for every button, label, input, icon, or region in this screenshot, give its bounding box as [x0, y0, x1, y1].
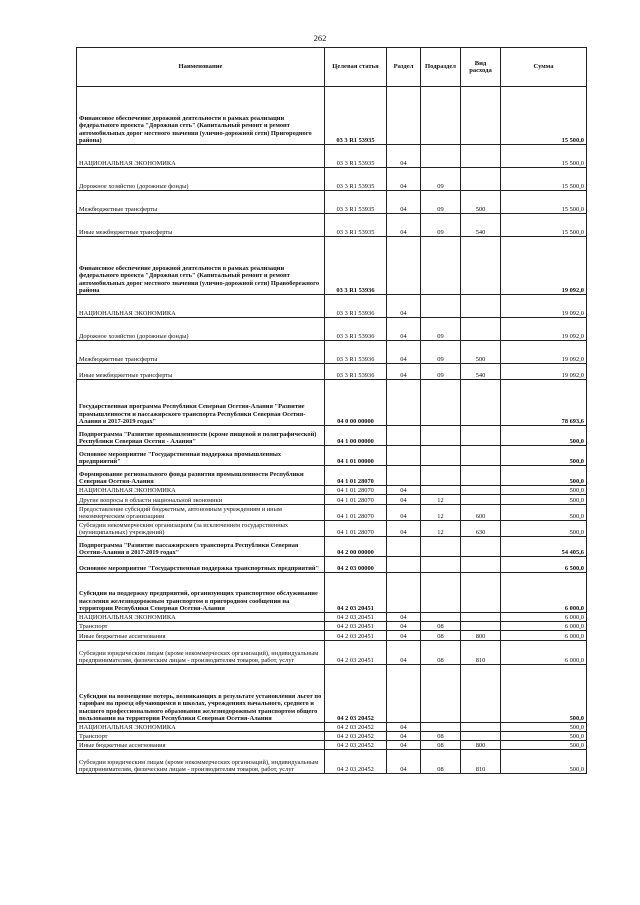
- row-target-article-cell: 04 2 03 20452: [325, 723, 387, 732]
- row-sum-cell: 15 500,0: [501, 87, 587, 145]
- row-target-article-cell: 04 1 00 00000: [325, 426, 387, 446]
- row-section-cell: 04: [387, 641, 421, 665]
- row-section-cell: [387, 237, 421, 295]
- row-expense-type-cell: [461, 426, 501, 446]
- row-target-article-cell: 03 3 R1 53935: [325, 191, 387, 214]
- row-expense-type-cell: [461, 665, 501, 723]
- row-target-article-cell: 04 1 01 28070: [325, 466, 387, 486]
- table-row: [77, 426, 587, 446]
- row-sum-cell: 19 092,0: [501, 295, 587, 318]
- table-row: [77, 495, 587, 505]
- row-expense-type-cell: [461, 486, 501, 495]
- table-row: [77, 631, 587, 641]
- table-row: [77, 191, 587, 214]
- row-sum-cell: 500,0: [501, 723, 587, 732]
- row-target-article-cell: 04 1 01 28070: [325, 521, 387, 537]
- table-row: [77, 446, 587, 466]
- row-expense-type-cell: 800: [461, 741, 501, 750]
- budget-table: [76, 47, 587, 774]
- row-expense-type-cell: 800: [461, 631, 501, 641]
- row-name-cell: Финансовое обеспечение дорожной деятельности в рамках реализации федерального проекта "Дорожная сеть" (Капитальный ремонт и ремонт автомобильных дорог местного значения (улично-дорожной сети) Правобережного района: [77, 237, 325, 295]
- row-name-cell: Транспорт: [77, 732, 325, 741]
- row-expense-type-cell: 540: [461, 364, 501, 380]
- row-sum-cell: 500,0: [501, 446, 587, 466]
- header-subsection: Подраздел: [421, 48, 461, 87]
- row-expense-type-cell: [461, 318, 501, 341]
- row-target-article-cell: 03 3 R1 53936: [325, 295, 387, 318]
- row-subsection-cell: 08: [421, 732, 461, 741]
- header-section: Раздел: [387, 48, 421, 87]
- row-target-article-cell: 04 1 01 28070: [325, 505, 387, 521]
- row-target-article-cell: 04 1 01 00000: [325, 446, 387, 466]
- row-sum-cell: 19 092,0: [501, 237, 587, 295]
- row-subsection-cell: 09: [421, 168, 461, 191]
- table-row: [77, 573, 587, 613]
- row-subsection-cell: [421, 145, 461, 168]
- row-expense-type-cell: [461, 732, 501, 741]
- row-section-cell: 04: [387, 191, 421, 214]
- row-expense-type-cell: [461, 557, 501, 573]
- row-target-article-cell: 04 1 01 28070: [325, 495, 387, 505]
- table-body: [77, 87, 587, 774]
- row-section-cell: [387, 426, 421, 446]
- row-expense-type-cell: [461, 295, 501, 318]
- row-name-cell: Межбюджетные трансферты: [77, 341, 325, 364]
- row-target-article-cell: 04 0 00 00000: [325, 380, 387, 426]
- row-sum-cell: 500,0: [501, 741, 587, 750]
- row-section-cell: 04: [387, 318, 421, 341]
- row-subsection-cell: [421, 446, 461, 466]
- row-section-cell: 04: [387, 168, 421, 191]
- row-name-cell: Подпрограмма "Развитие промышленности (кроме пищевой и полиграфической) Республики Северная Осетия - Алания": [77, 426, 325, 446]
- row-section-cell: [387, 573, 421, 613]
- table-row: [77, 341, 587, 364]
- header-target-article: Целевая статья: [325, 48, 387, 87]
- row-name-cell: Государственная программа Республики Северная Осетия-Алания "Развитие промышленности и пассажирского транспорта Республики Северная Осетия-Алания в 2017-2019 годах": [77, 380, 325, 426]
- row-subsection-cell: 08: [421, 741, 461, 750]
- row-section-cell: 04: [387, 214, 421, 237]
- row-subsection-cell: [421, 87, 461, 145]
- row-subsection-cell: [421, 573, 461, 613]
- row-sum-cell: 500,0: [501, 466, 587, 486]
- row-name-cell: Субсидии некоммерческим организациям (за исключением государственных (муниципальных) учреждений): [77, 521, 325, 537]
- row-name-cell: Субсидии на поддержку предприятий, организующих транспортное обслуживание населения железнодорожным транспортом в пригородном сообщении на территории Республики Северная Осетия-Алания: [77, 573, 325, 613]
- row-subsection-cell: [421, 426, 461, 446]
- row-target-article-cell: 04 2 03 20452: [325, 665, 387, 723]
- row-target-article-cell: 04 2 03 20451: [325, 631, 387, 641]
- table-row: [77, 364, 587, 380]
- row-name-cell: Формирование регионального фонда развития промышленности Республики Северная Осетия-Алания: [77, 466, 325, 486]
- table-row: [77, 87, 587, 145]
- table-row: [77, 741, 587, 750]
- row-target-article-cell: 04 2 03 00000: [325, 557, 387, 573]
- row-section-cell: [387, 665, 421, 723]
- row-section-cell: 04: [387, 723, 421, 732]
- row-expense-type-cell: 810: [461, 750, 501, 774]
- row-subsection-cell: 12: [421, 505, 461, 521]
- row-subsection-cell: 12: [421, 521, 461, 537]
- row-target-article-cell: 04 2 03 20452: [325, 750, 387, 774]
- row-subsection-cell: 08: [421, 622, 461, 631]
- row-name-cell: НАЦИОНАЛЬНАЯ ЭКОНОМИКА: [77, 723, 325, 732]
- row-sum-cell: 500,0: [501, 665, 587, 723]
- row-section-cell: 04: [387, 364, 421, 380]
- row-name-cell: Субсидии на возмещение потерь, возникающих в результате установления льгот по тарифам на проезд обучающимся в школах, учреждениях начального, среднего и высшего профессионального образования железнодорожным транспортом общего пользования на территории Республики Северная Осетия-Алания: [77, 665, 325, 723]
- row-subsection-cell: [421, 466, 461, 486]
- row-target-article-cell: 03 3 R1 53935: [325, 214, 387, 237]
- row-section-cell: 04: [387, 521, 421, 537]
- row-section-cell: [387, 87, 421, 145]
- row-name-cell: Подпрограмма "Развитие пассажирского транспорта Республики Северная Осетия-Алания в 2017-2019 годах": [77, 537, 325, 557]
- row-name-cell: Иные бюджетные ассигнования: [77, 631, 325, 641]
- table-row: [77, 613, 587, 622]
- row-sum-cell: 6 000,0: [501, 622, 587, 631]
- row-expense-type-cell: [461, 495, 501, 505]
- row-subsection-cell: 08: [421, 641, 461, 665]
- row-expense-type-cell: [461, 573, 501, 613]
- row-subsection-cell: 09: [421, 318, 461, 341]
- table-row: [77, 641, 587, 665]
- row-target-article-cell: 03 3 R1 53935: [325, 87, 387, 145]
- table-row: [77, 750, 587, 774]
- header-name: Наименование: [77, 48, 325, 87]
- row-target-article-cell: 04 2 03 20451: [325, 573, 387, 613]
- row-name-cell: НАЦИОНАЛЬНАЯ ЭКОНОМИКА: [77, 486, 325, 495]
- row-target-article-cell: 03 3 R1 53936: [325, 318, 387, 341]
- row-name-cell: Межбюджетные трансферты: [77, 191, 325, 214]
- row-target-article-cell: 04 2 00 00000: [325, 537, 387, 557]
- row-subsection-cell: [421, 486, 461, 495]
- row-name-cell: Другие вопросы в области национальной экономики: [77, 495, 325, 505]
- row-sum-cell: 15 500,0: [501, 168, 587, 191]
- row-section-cell: 04: [387, 505, 421, 521]
- row-name-cell: Иные межбюджетные трансферты: [77, 364, 325, 380]
- row-expense-type-cell: 600: [461, 505, 501, 521]
- row-section-cell: [387, 380, 421, 426]
- row-expense-type-cell: [461, 87, 501, 145]
- row-expense-type-cell: [461, 380, 501, 426]
- row-name-cell: Основное мероприятие "Государственная поддержка промышленных предприятий": [77, 446, 325, 466]
- row-sum-cell: 15 500,0: [501, 145, 587, 168]
- row-subsection-cell: [421, 380, 461, 426]
- row-expense-type-cell: [461, 237, 501, 295]
- row-section-cell: 04: [387, 341, 421, 364]
- table-row: [77, 521, 587, 537]
- row-sum-cell: 500,0: [501, 486, 587, 495]
- row-section-cell: 04: [387, 486, 421, 495]
- row-name-cell: НАЦИОНАЛЬНАЯ ЭКОНОМИКА: [77, 613, 325, 622]
- row-name-cell: Субсидии юридическим лицам (кроме некоммерческих организаций), индивидуальным предпринимателям, физическим лицам - производителям товаров, работ, услуг: [77, 641, 325, 665]
- row-expense-type-cell: [461, 622, 501, 631]
- row-target-article-cell: 04 2 03 20452: [325, 741, 387, 750]
- row-target-article-cell: 04 2 03 20451: [325, 613, 387, 622]
- row-expense-type-cell: 500: [461, 191, 501, 214]
- row-sum-cell: 500,0: [501, 750, 587, 774]
- row-sum-cell: 6 000,0: [501, 613, 587, 622]
- table-header-row: [77, 48, 587, 87]
- row-subsection-cell: [421, 237, 461, 295]
- row-expense-type-cell: 630: [461, 521, 501, 537]
- row-expense-type-cell: 500: [461, 341, 501, 364]
- row-target-article-cell: 04 1 01 28070: [325, 486, 387, 495]
- row-expense-type-cell: [461, 613, 501, 622]
- table-row: [77, 505, 587, 521]
- row-expense-type-cell: 810: [461, 641, 501, 665]
- table-row: [77, 732, 587, 741]
- table-row: [77, 214, 587, 237]
- table-row: [77, 622, 587, 631]
- header-sum: Сумма: [501, 48, 587, 87]
- header-expense-type: Вид расхода: [461, 48, 501, 87]
- row-section-cell: 04: [387, 622, 421, 631]
- row-sum-cell: 6 500,0: [501, 557, 587, 573]
- row-sum-cell: 6 000,0: [501, 573, 587, 613]
- row-section-cell: 04: [387, 750, 421, 774]
- row-subsection-cell: 12: [421, 495, 461, 505]
- row-section-cell: 04: [387, 495, 421, 505]
- row-sum-cell: 500,0: [501, 521, 587, 537]
- table-row: [77, 723, 587, 732]
- row-sum-cell: 15 500,0: [501, 191, 587, 214]
- row-expense-type-cell: [461, 446, 501, 466]
- row-sum-cell: 78 693,6: [501, 380, 587, 426]
- row-section-cell: 04: [387, 613, 421, 622]
- row-subsection-cell: 09: [421, 364, 461, 380]
- table-row: [77, 557, 587, 573]
- row-expense-type-cell: [461, 466, 501, 486]
- row-target-article-cell: 03 3 R1 53935: [325, 168, 387, 191]
- row-section-cell: [387, 446, 421, 466]
- row-section-cell: [387, 537, 421, 557]
- row-name-cell: Дорожное хозяйство (дорожные фонды): [77, 318, 325, 341]
- row-expense-type-cell: 540: [461, 214, 501, 237]
- row-subsection-cell: [421, 613, 461, 622]
- row-name-cell: Транспорт: [77, 622, 325, 631]
- row-sum-cell: 19 092,0: [501, 341, 587, 364]
- table-row: [77, 168, 587, 191]
- row-target-article-cell: 04 2 03 20451: [325, 622, 387, 631]
- table-row: [77, 466, 587, 486]
- row-name-cell: Иные бюджетные ассигнования: [77, 741, 325, 750]
- row-target-article-cell: 03 3 R1 53936: [325, 364, 387, 380]
- row-name-cell: Финансовое обеспечение дорожной деятельности в рамках реализации федерального проекта "Дорожная сеть" (Капитальный ремонт и ремонт автомобильных дорог местного значения (улично-дорожной сети) Пригородного района): [77, 87, 325, 145]
- table-row: [77, 486, 587, 495]
- row-section-cell: [387, 557, 421, 573]
- table-row: [77, 537, 587, 557]
- row-subsection-cell: 08: [421, 631, 461, 641]
- row-target-article-cell: 03 3 R1 53936: [325, 237, 387, 295]
- table-row: [77, 380, 587, 426]
- row-section-cell: [387, 466, 421, 486]
- row-name-cell: Основное мероприятие "Государственная поддержка транспортных предприятий": [77, 557, 325, 573]
- row-target-article-cell: 04 2 03 20451: [325, 641, 387, 665]
- row-target-article-cell: 03 3 R1 53936: [325, 341, 387, 364]
- row-sum-cell: 54 405,6: [501, 537, 587, 557]
- row-target-article-cell: 03 3 R1 53935: [325, 145, 387, 168]
- row-subsection-cell: [421, 537, 461, 557]
- row-subsection-cell: [421, 723, 461, 732]
- row-sum-cell: 500,0: [501, 495, 587, 505]
- row-name-cell: НАЦИОНАЛЬНАЯ ЭКОНОМИКА: [77, 145, 325, 168]
- row-subsection-cell: [421, 557, 461, 573]
- row-expense-type-cell: [461, 168, 501, 191]
- row-subsection-cell: [421, 665, 461, 723]
- table-row: [77, 295, 587, 318]
- row-subsection-cell: 09: [421, 341, 461, 364]
- row-section-cell: 04: [387, 145, 421, 168]
- row-name-cell: НАЦИОНАЛЬНАЯ ЭКОНОМИКА: [77, 295, 325, 318]
- row-expense-type-cell: [461, 537, 501, 557]
- row-sum-cell: 19 092,0: [501, 318, 587, 341]
- table-row: [77, 145, 587, 168]
- row-name-cell: Иные межбюджетные трансферты: [77, 214, 325, 237]
- row-expense-type-cell: [461, 723, 501, 732]
- row-subsection-cell: 08: [421, 750, 461, 774]
- table-row: [77, 237, 587, 295]
- row-sum-cell: 500,0: [501, 732, 587, 741]
- row-subsection-cell: 09: [421, 191, 461, 214]
- row-section-cell: 04: [387, 295, 421, 318]
- row-subsection-cell: [421, 295, 461, 318]
- row-name-cell: Предоставление субсидий бюджетным, автономным учреждениям и иным некоммерческим организациям: [77, 505, 325, 521]
- row-sum-cell: 6 000,0: [501, 631, 587, 641]
- row-section-cell: 04: [387, 741, 421, 750]
- row-sum-cell: 500,0: [501, 426, 587, 446]
- row-target-article-cell: 04 2 03 20452: [325, 732, 387, 741]
- row-sum-cell: 15 500,0: [501, 214, 587, 237]
- table-row: [77, 665, 587, 723]
- row-name-cell: Дорожное хозяйство (дорожные фонды): [77, 168, 325, 191]
- row-section-cell: 04: [387, 732, 421, 741]
- table-row: [77, 318, 587, 341]
- row-sum-cell: 500,0: [501, 505, 587, 521]
- row-name-cell: Субсидии юридическим лицам (кроме некоммерческих организаций), индивидуальным предпринимателям, физическим лицам - производителям товаров, работ, услуг: [77, 750, 325, 774]
- row-subsection-cell: 09: [421, 214, 461, 237]
- row-expense-type-cell: [461, 145, 501, 168]
- page-number: 262: [313, 33, 327, 43]
- row-section-cell: 04: [387, 631, 421, 641]
- row-sum-cell: 19 092,0: [501, 364, 587, 380]
- row-sum-cell: 6 000,0: [501, 641, 587, 665]
